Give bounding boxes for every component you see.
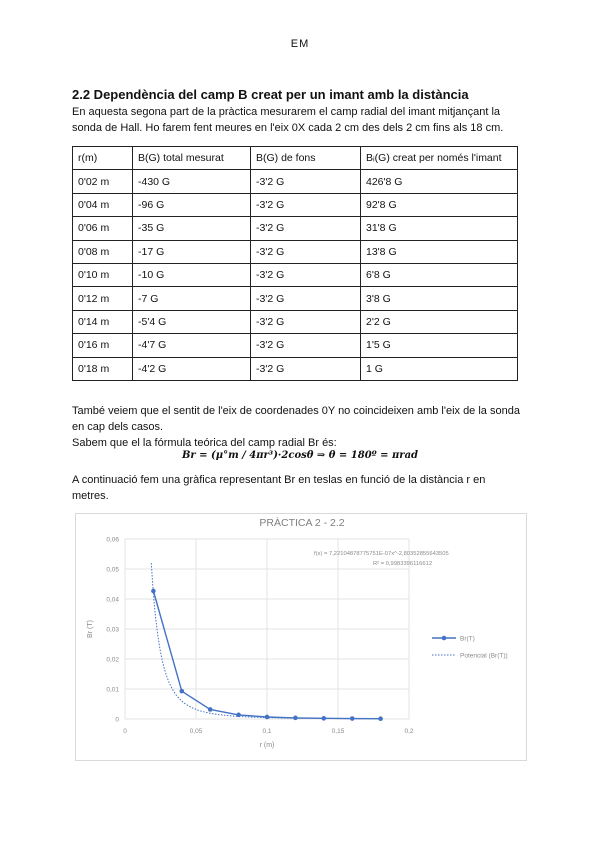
graph-line: metres. bbox=[72, 490, 109, 502]
data-point bbox=[265, 715, 270, 720]
legend-marker-br bbox=[442, 636, 447, 641]
x-tick-label: 0,05 bbox=[189, 728, 203, 735]
data-point bbox=[350, 716, 355, 721]
table-cell: 0'06 m bbox=[73, 217, 133, 240]
table-cell: 0'08 m bbox=[73, 240, 133, 263]
table-row bbox=[73, 240, 518, 263]
table-cell: 1'5 G bbox=[361, 334, 518, 357]
chart-container bbox=[75, 513, 527, 761]
table-header-cell: Bᵢ(G) creat per només l'imant bbox=[361, 147, 518, 170]
table-cell: -17 G bbox=[133, 240, 251, 263]
table-row bbox=[73, 287, 518, 310]
y-tick-label: 0 bbox=[115, 716, 119, 724]
table-cell: 6'8 G bbox=[361, 263, 518, 286]
x-tick-label: 0,15 bbox=[331, 728, 345, 735]
table-row bbox=[73, 310, 518, 333]
x-axis-label: r (m) bbox=[259, 742, 275, 749]
legend-label-br: Br(T) bbox=[460, 635, 475, 643]
intro-paragraph bbox=[72, 104, 527, 136]
formula: Br = (μ°m / 4πr³)·2cosθ ⇒ θ = 180º = πrad bbox=[181, 450, 419, 461]
table-cell: 0'18 m bbox=[73, 357, 133, 380]
table-cell: -35 G bbox=[133, 217, 251, 240]
intro-line: En aquesta segona part de la pràctica mesurarem el camp radial del imant mitjançant la bbox=[72, 106, 501, 118]
series-line-fit bbox=[151, 563, 380, 719]
y-tick-label: 0,06 bbox=[106, 536, 119, 544]
table-cell: 0'16 m bbox=[73, 334, 133, 357]
data-point bbox=[378, 716, 383, 721]
x-tick-label: 0,1 bbox=[262, 728, 272, 735]
y-tick-label: 0,01 bbox=[106, 686, 119, 694]
table-header-cell: B(G) de fons bbox=[251, 147, 361, 170]
table-cell: -3'2 G bbox=[251, 263, 361, 286]
x-tick-label: 0,2 bbox=[404, 728, 414, 735]
formula-intro: Sabem que el la fórmula teórica del camp radial Br és: bbox=[72, 437, 337, 449]
observation-line: També veiem que el sentit de l'eix de coordenades 0Y no coincideixen amb l'eix de la sonda bbox=[72, 405, 520, 417]
table-cell: -4'2 G bbox=[133, 357, 251, 380]
table-cell: -3'2 G bbox=[251, 217, 361, 240]
table-header-row bbox=[73, 147, 518, 170]
chart-svg bbox=[76, 514, 528, 762]
table-cell: -10 G bbox=[133, 263, 251, 286]
table-header-cell: r(m) bbox=[73, 147, 133, 170]
table-cell: 92'8 G bbox=[361, 193, 518, 216]
table-row bbox=[73, 357, 518, 380]
table-cell: 0'14 m bbox=[73, 310, 133, 333]
table-cell: -3'2 G bbox=[251, 334, 361, 357]
observation-paragraph bbox=[72, 403, 527, 451]
table-cell: -3'2 G bbox=[251, 287, 361, 310]
data-point bbox=[151, 589, 156, 594]
fit-r-squared: R² = 0,9983396116612 bbox=[373, 561, 433, 567]
y-tick-label: 0,05 bbox=[106, 566, 119, 574]
table-row bbox=[73, 193, 518, 216]
table-cell: 0'02 m bbox=[73, 170, 133, 193]
table-row bbox=[73, 263, 518, 286]
data-table bbox=[72, 146, 518, 381]
data-point bbox=[293, 716, 298, 721]
table-cell: 0'12 m bbox=[73, 287, 133, 310]
table-cell: 2'2 G bbox=[361, 310, 518, 333]
y-tick-label: 0,02 bbox=[106, 656, 119, 664]
table-cell: 13'8 G bbox=[361, 240, 518, 263]
table-cell: -3'2 G bbox=[251, 310, 361, 333]
table-cell: 31'8 G bbox=[361, 217, 518, 240]
table-row bbox=[73, 170, 518, 193]
data-point bbox=[236, 713, 241, 718]
table-header-cell: B(G) total mesurat bbox=[133, 147, 251, 170]
table-cell: -4'7 G bbox=[133, 334, 251, 357]
observation-line: en cap dels casos. bbox=[72, 421, 164, 433]
data-point bbox=[180, 689, 185, 694]
data-point bbox=[322, 716, 327, 721]
table-cell: -3'2 G bbox=[251, 170, 361, 193]
chart-title: PRÀCTICA 2 - 2.2 bbox=[259, 517, 345, 529]
intro-line: sonda de Hall. Ho farem fent meures en l'eix 0X cada 2 cm des dels 2 cm fins als 18 cm. bbox=[72, 122, 504, 134]
y-tick-label: 0,04 bbox=[106, 596, 119, 604]
table-cell: -5'4 G bbox=[133, 310, 251, 333]
x-tick-label: 0 bbox=[123, 728, 127, 735]
table-cell: -3'2 G bbox=[251, 240, 361, 263]
table-cell: -3'2 G bbox=[251, 193, 361, 216]
page-header: EM bbox=[290, 38, 310, 50]
table-cell: 0'10 m bbox=[73, 263, 133, 286]
legend-label-fit: Potencial (Br(T)) bbox=[460, 652, 508, 660]
section-title: 2.2 Dependència del camp B creat per un imant amb la distància bbox=[72, 87, 469, 102]
y-axis-label: Br (T) bbox=[87, 620, 94, 638]
graph-line: A continuació fem una gràfica representant Br en teslas en funció de la distància r en bbox=[72, 474, 486, 486]
table-cell: 0'04 m bbox=[73, 193, 133, 216]
table-cell: -430 G bbox=[133, 170, 251, 193]
table-row bbox=[73, 334, 518, 357]
table-cell: 1 G bbox=[361, 357, 518, 380]
table-cell: 3'8 G bbox=[361, 287, 518, 310]
y-tick-label: 0,03 bbox=[106, 626, 119, 634]
table-row bbox=[73, 217, 518, 240]
table-cell: 426'8 G bbox=[361, 170, 518, 193]
graph-paragraph bbox=[72, 472, 527, 504]
table-cell: -96 G bbox=[133, 193, 251, 216]
table-cell: -3'2 G bbox=[251, 357, 361, 380]
data-point bbox=[208, 707, 213, 712]
table-cell: -7 G bbox=[133, 287, 251, 310]
fit-equation: f(x) = 7,22104878775751E-07x^-2,80352855643505 bbox=[314, 551, 449, 557]
